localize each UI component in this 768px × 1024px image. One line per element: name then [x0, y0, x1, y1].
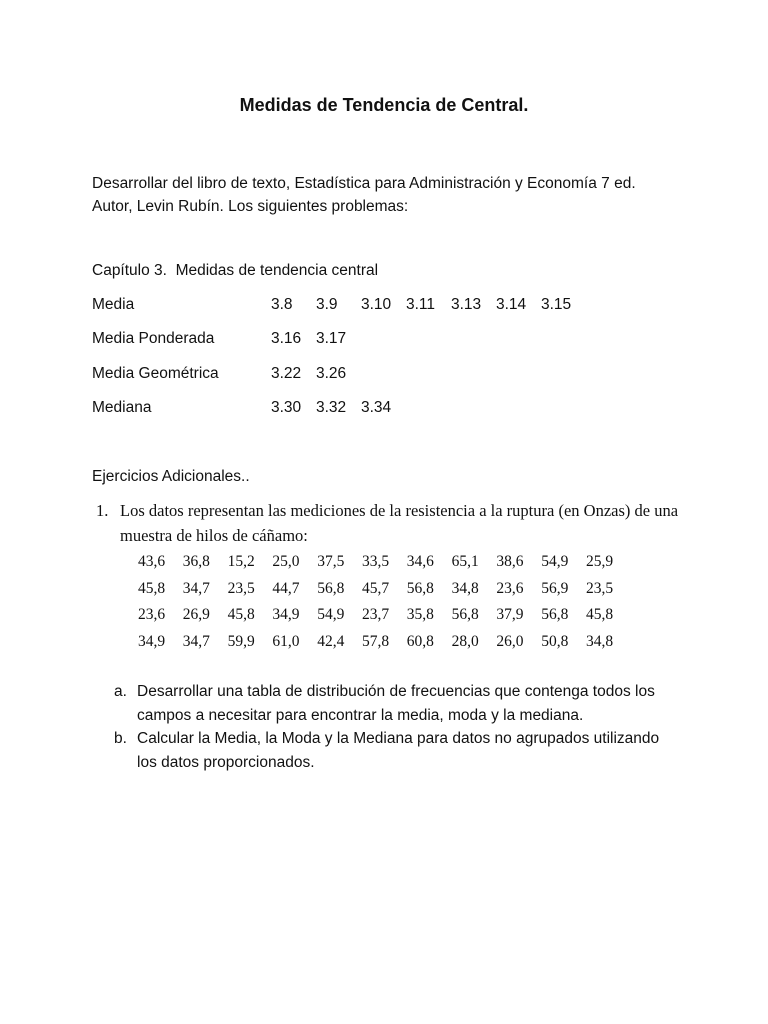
data-cell: 23,6 [496, 579, 524, 597]
data-cell: 56,8 [451, 606, 479, 623]
data-cell: 45,7 [362, 579, 390, 597]
data-cell: 56,8 [406, 579, 434, 597]
data-cell: 65,1 [451, 553, 479, 570]
data-cell: 15,2 [227, 553, 255, 570]
data-cell: 56,8 [541, 606, 569, 623]
data-cell: 45,8 [138, 579, 166, 597]
additional-exercises-heading: Ejercicios Adicionales.. [92, 468, 250, 485]
exercise-number: 1. [96, 501, 109, 520]
exercise-line-2: muestra de hilos de cáñamo: [120, 526, 308, 545]
topic-label: Media [92, 296, 135, 313]
problem-number: 3.11 [406, 296, 436, 313]
data-cell: 37,5 [317, 553, 345, 570]
data-cell: 23,6 [138, 606, 166, 623]
data-cell: 28,0 [451, 632, 479, 650]
problem-number: 3.10 [361, 296, 392, 313]
problem-number: 3.15 [541, 296, 572, 313]
problem-number: 3.14 [496, 296, 527, 313]
problem-number: 3.9 [316, 296, 338, 313]
data-cell: 61,0 [272, 632, 300, 650]
task-line: campos a necesitar para encontrar la media, moda y la mediana. [137, 706, 584, 724]
data-cell: 34,8 [586, 632, 614, 650]
data-cell: 54,9 [541, 553, 569, 570]
problem-number: 3.17 [316, 330, 347, 347]
data-cell: 26,0 [496, 632, 524, 650]
task-item-b [114, 727, 704, 774]
data-cell: 36,8 [182, 553, 210, 570]
topic-label: Mediana [92, 399, 152, 416]
intro-line-1: Desarrollar del libro de texto, Estadística para Administración y Economía 7 ed. [92, 175, 636, 192]
task-letter: a. [114, 683, 127, 700]
task-letter: b. [114, 730, 127, 747]
page-title: Medidas de Tendencia de Central. [239, 95, 529, 115]
chapter-heading: Capítulo 3. Medidas de tendencia central [92, 262, 379, 279]
problem-number: 3.32 [316, 399, 347, 416]
data-cell: 25,9 [586, 553, 614, 570]
data-cell: 35,8 [406, 606, 434, 623]
data-cell: 38,6 [496, 553, 524, 570]
task-item-a [114, 680, 704, 727]
data-cell: 42,4 [317, 632, 345, 650]
data-cell: 23,5 [586, 579, 614, 597]
topic-label: Media Ponderada [92, 330, 215, 347]
data-cell: 54,9 [317, 606, 345, 623]
data-cell: 26,9 [182, 606, 210, 623]
problem-number: 3.13 [451, 296, 482, 313]
task-line: los datos proporcionados. [137, 753, 315, 771]
data-cell: 45,8 [586, 606, 614, 623]
topic-label: Media Geométrica [92, 365, 219, 382]
problem-number: 3.16 [271, 330, 302, 347]
data-cell: 34,7 [182, 632, 210, 650]
data-cell: 56,8 [317, 579, 345, 597]
data-cell: 37,9 [496, 606, 524, 623]
data-cell: 34,9 [272, 606, 300, 623]
task-line: Calcular la Media, la Moda y la Mediana para datos no agrupados utilizando [137, 730, 660, 747]
problem-number: 3.22 [271, 365, 302, 382]
data-cell: 57,8 [362, 632, 390, 650]
task-line: Desarrollar una tabla de distribución de frecuencias que contenga todos los [137, 683, 655, 700]
problem-number: 3.8 [271, 296, 293, 313]
data-cell: 45,8 [227, 606, 255, 623]
data-cell: 44,7 [272, 579, 300, 597]
data-cell: 60,8 [406, 632, 434, 650]
data-cell: 25,0 [272, 553, 300, 570]
problem-number: 3.34 [361, 399, 392, 416]
data-cell: 23,7 [362, 606, 390, 623]
data-cell: 56,9 [541, 579, 569, 597]
problem-number: 3.30 [271, 399, 302, 416]
exercise-statement [120, 498, 690, 548]
intro-line-2: Autor, Levin Rubín. Los siguientes problemas: [92, 198, 409, 215]
task-list [114, 680, 704, 774]
exercise-line-1: Los datos representan las mediciones de la resistencia a la ruptura (en Onzas) de una [120, 501, 679, 520]
data-cell: 50,8 [541, 632, 569, 650]
data-cell: 23,5 [227, 579, 255, 597]
data-cell: 34,6 [406, 553, 434, 570]
data-cell: 34,8 [451, 579, 479, 597]
data-cell: 43,6 [138, 553, 166, 570]
intro-paragraph [92, 172, 692, 218]
data-cell: 59,9 [227, 632, 255, 650]
data-cell: 34,9 [138, 632, 166, 650]
data-cell: 33,5 [362, 553, 390, 570]
data-cell: 34,7 [182, 579, 210, 597]
problem-number: 3.26 [316, 365, 347, 382]
